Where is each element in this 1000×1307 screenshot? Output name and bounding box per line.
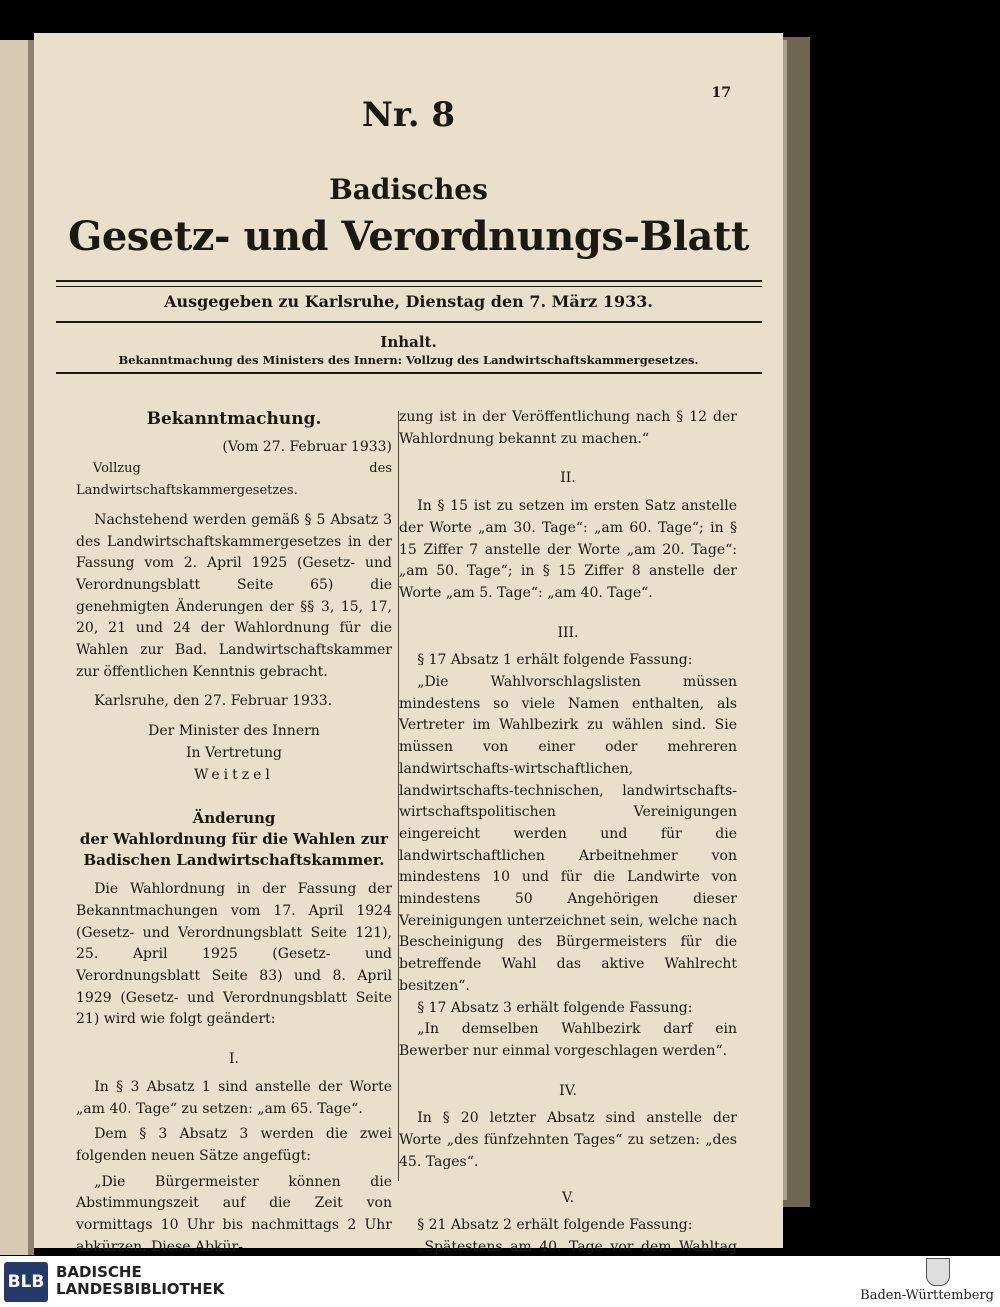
amendment-intro: Die Wahlordnung in der Fassung der Bekanntmachungen vom 17. April 1924 (Gesetz- und Verordnungsblatt Seite 121), 25. April 1925 (Gesetz- und Verordnungsblatt Seite 83) und 8. April 1929 (Gesetz- und Verordnungsblatt Seite 21) wird wie folgt geändert: (76, 881, 392, 1028)
book-cover-edge (783, 37, 810, 1207)
masthead-rule-top (56, 280, 762, 282)
signer-title: Der Minister des Innern (148, 723, 320, 740)
signer-deputy: In Vertretung (185, 744, 283, 761)
section-iv: IV. (559, 1082, 577, 1099)
title-line-1: Badisches (329, 173, 488, 206)
section-i-quote-continued: zung ist in der Veröffentlichung nach § 12 der Wahlordnung bekannt zu machen.“ (399, 409, 737, 447)
section-i-text: In § 3 Absatz 1 sind anstelle der Worte „am 40. Tage“ zu setzen: „am 65. Tage“. (76, 1078, 392, 1117)
section-i-text-2: Dem § 3 Absatz 3 werden die zwei folgenden neuen Sätze angefügt: (76, 1126, 392, 1164)
contents-heading: Inhalt. (380, 333, 437, 351)
section-iii-text: § 17 Absatz 1 erhält folgende Fassung: (417, 652, 693, 669)
place-date: Karlsruhe, den 27. Februar 1933. (94, 693, 333, 710)
left-column (76, 407, 392, 1259)
section-iii-quote-2: „In demselben Wahlbezirk darf ein Bewerber nur einmal vorgeschlagen werden“. (399, 1021, 737, 1059)
section-iii: III. (557, 624, 579, 641)
section-v: V. (561, 1189, 575, 1206)
masthead-rule-thin (56, 286, 762, 287)
section-i-quote: „Die Bürgermeister können die Abstimmungszeit auf die Zeit von vormittags 10 Uhr bis nachmittags 2 Uhr abkürzen. Diese Abkür- (76, 1173, 392, 1255)
contents-rule (56, 372, 762, 374)
announcement-paragraph: Nachstehend werden gemäß § 5 Absatz 3 des Landwirtschaftskammergesetzes in der Fassung vom 2. April 1925 (Gesetz- und Verordnungsblatt Seite 65) die genehmigten Änderungen der §§ 3, 15, 17, 20, 21 und 24 der Wahlordnung für die Wahlen zur Bad. Landwirtschaftskammer zur öffentlichen Kenntnis gebracht. (76, 511, 392, 680)
page-number: 17 (711, 85, 731, 101)
scanned-page (34, 33, 783, 1255)
announcement-heading: Bekanntmachung. (146, 409, 322, 429)
section-iv-text: In § 20 letzter Absatz sind anstelle der Worte „des fünfzehnten Tages“ zu setzen: „des 45. Tages“. (399, 1110, 737, 1170)
section-i: I. (229, 1051, 239, 1068)
issue-date-line: Ausgegeben zu Karlsruhe, Dienstag den 7. März 1933. (164, 292, 653, 311)
contents-text: Bekanntmachung des Ministers des Innern: Vollzug des Landwirtschaftskammergesetzes. (118, 353, 699, 367)
blb-logo[interactable]: BLB (4, 1262, 48, 1302)
page-stack-edge (783, 40, 787, 1200)
amendment-heading-2: der Wahlordnung für die Wahlen zur (79, 830, 389, 849)
signer-name: Weitzel (194, 766, 274, 783)
masthead-title: Gesetz- und Verordnungs-Blatt (68, 213, 749, 260)
coat-of-arms-icon (926, 1258, 950, 1286)
amendment-heading-1: Änderung (192, 809, 276, 828)
library-name-line-1: BADISCHE (56, 1263, 142, 1281)
section-v-text: § 21 Absatz 2 erhält folgende Fassung: (417, 1217, 693, 1234)
section-v-quote: „Spätestens am 40. Tage vor dem Wahltag (417, 1238, 737, 1255)
library-name-line-2: LANDESBIBLIOTHEK (56, 1280, 225, 1298)
library-name (56, 1264, 224, 1298)
issue-number: Nr. 8 (361, 95, 456, 135)
previous-page-edge (0, 40, 34, 1255)
issue-rule (56, 321, 762, 323)
section-ii: II. (560, 470, 576, 487)
state-name: Baden-Württemberg (860, 1288, 994, 1303)
amendment-heading-3: Badischen Landwirtschaftskammer. (83, 851, 385, 870)
section-iii-quote: „Die Wahlvorschlagslisten müssen mindestens so viele Namen enthalten, als Vertreter im Wahlbezirk zu wählen sind. Sie müssen von einer oder mehreren landwirtschafts-wirtschaftlichen, landwirtschafts-technischen, landwirtschafts-wirtschaftspolitischen Vereinigungen eingereicht werden und für die landwirtschaftlichen Arbeitnehmer von mindestens 10 und für die Landwirte von mindestens 50 Angehörigen dieser Vereinigungen unterzeichnet sein, welche nach Bescheinigung des Bürgermeisters für die betreffende Wahl das aktive Wahlrecht besitzen“. (399, 674, 737, 994)
section-ii-text: In § 15 ist zu setzen im ersten Satz anstelle der Worte „am 30. Tage“: „am 60. Tage“; in § 15 Ziffer 7 anstelle der Worte „am 20. Tage“: „am 50. Tage“; in § 15 Ziffer 8 anstelle der Worte „am 5. Tage“: „am 40. Tage“. (399, 498, 737, 601)
announcement-date: (Vom 27. Februar 1933) (222, 438, 392, 455)
announcement-subject: Vollzug des Landwirtschaftskammergesetzes. (76, 461, 392, 499)
section-iii-text-2: § 17 Absatz 3 erhält folgende Fassung: (417, 999, 693, 1016)
right-column (399, 407, 737, 1280)
footer-bar (0, 1256, 1000, 1307)
